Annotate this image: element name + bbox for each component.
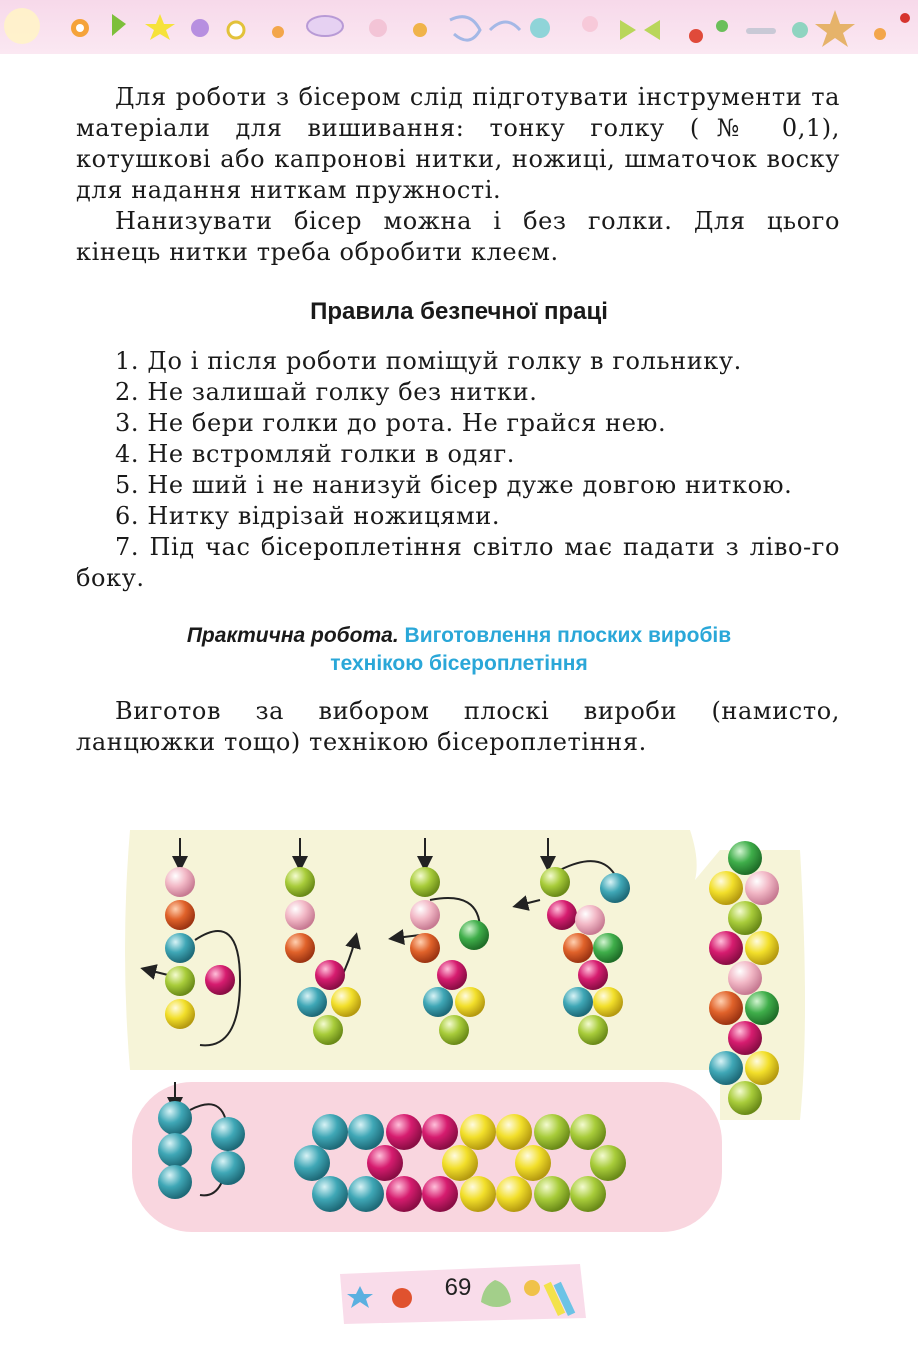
- practice-title-line2: технікою бісероплетіння: [330, 652, 588, 675]
- paragraph: Нанизувати бісер можна і без голки. Для цього кінець нитки треба обробити клеєм.: [76, 207, 840, 266]
- intro-text: [76, 82, 840, 268]
- rule-item: 1. До і після роботи поміщуй голку в гольнику.: [115, 347, 742, 375]
- rule-item: 5. Не ший і не нанизуй бісер дуже довгою ниткою.: [115, 471, 793, 499]
- practice-text: Виготов за вибором плоскі вироби (намисто, ланцюжки тощо) технікою бісероплетіння.: [76, 697, 840, 756]
- practice-heading-line1: [0, 622, 918, 650]
- rule-item: 2. Не залишай голку без нитки.: [115, 378, 538, 406]
- decorative-flowers-icon: [0, 0, 918, 54]
- beading-steps-illustration: [100, 820, 820, 1240]
- rule-item: 4. Не встромляй голки в одяг.: [115, 440, 516, 468]
- rule-item: 6. Нитку відрізай ножицями.: [115, 502, 501, 530]
- practice-lead: Практична робота.: [186, 624, 399, 647]
- decorative-header-band: [0, 0, 918, 54]
- practice-text-block: [76, 696, 840, 758]
- practice-heading: [0, 622, 918, 678]
- rule-item: 3. Не бери голки до рота. Не грайся нею.: [115, 409, 667, 437]
- practice-title-line1: Виготовлення плоских виробів: [404, 624, 732, 647]
- safety-heading: Правила безпечної праці: [310, 298, 608, 325]
- safety-rules-list: [76, 346, 840, 594]
- rule-item: 7. Під час бісероплетіння світло має падати з ліво-го боку.: [76, 533, 840, 592]
- paragraph: Для роботи з бісером слід підготувати інструменти та матеріали для вишивання: тонку голку (№ 0,1), котушкові або капронові нитки, ножиці, шматочок воску для надання ниткам пружності.: [76, 83, 840, 204]
- page-number: 69: [444, 1274, 472, 1301]
